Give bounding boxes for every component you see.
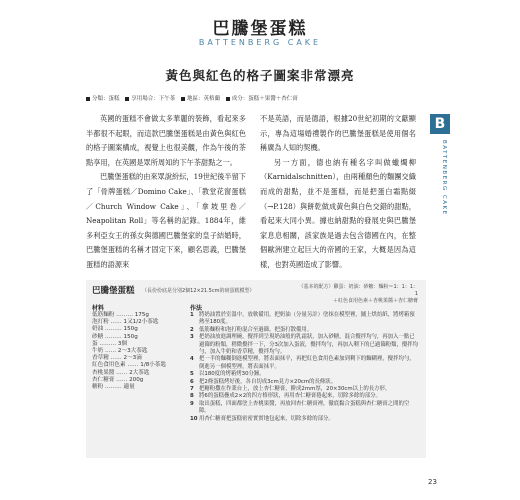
step-item: 1 將奶油置於室溫中，放軟備用，把奶油（分量另計）塗抹在模型裡，鋪上烘焙紙，將烤箱預熱至180度。 bbox=[190, 312, 415, 326]
step-item: 5 以180度的烤箱烤30分鐘。 bbox=[190, 371, 265, 378]
ingredient-item: 蛋 ……… 3個 bbox=[92, 340, 128, 347]
headline: 黃色與紅色的格子圖案非常漂亮 bbox=[165, 68, 355, 83]
steps-heading: 作法 bbox=[190, 305, 203, 312]
step-item: 6 把2條蛋糕烤好後，各自切成3cm見方×20cm的長條狀。 bbox=[190, 378, 337, 385]
ingredient-item: 牛奶 …… 2～3大茶匙 bbox=[92, 348, 148, 355]
section-tab: B bbox=[430, 114, 450, 134]
paragraph: 巴騰堡蛋糕的由來眾說紛紜，19世紀後半留下了「骨牌蛋糕／Domino Cake」、「教堂花窗蛋糕／Church Window Cake」、「拿坡里卷／Neapolitan Roll」等名稱的記錄。1884年，維多利亞女王的孫女與德國巴騰堡家的皇子結婚時，巴騰堡蛋糕的名稱才固定下來，顧名思義，巴騰堡蛋糕的語源來 bbox=[86, 172, 246, 269]
bullet-square-icon bbox=[86, 97, 90, 101]
ingredient-item: 杏仁糖膏 …… 200g bbox=[92, 376, 144, 383]
ingredient-item: 杏桃果醬 …… 2大茶匙 bbox=[92, 369, 150, 376]
step-item: 8 將6的蛋糕疊成2×2的四方格形狀，再用杏仁糖膏捲起來，切除多餘的部分。 bbox=[190, 393, 381, 400]
step-item: 7 把糖粉撒在作業台上，放上杏仁糖膏，擀成2mm厚，20×30cm以上的長方形。 bbox=[190, 386, 391, 393]
ingredient-item: 砂糖 ……… 150g bbox=[92, 333, 138, 340]
step-item: 10 用杏仁糖膏把蛋糕密密實實地包起來，切除多餘的部分。 bbox=[190, 415, 334, 422]
bullet-square-icon bbox=[125, 97, 129, 101]
page-subtitle: BATTENBERG CAKE bbox=[198, 38, 322, 47]
bullet-square-icon bbox=[226, 97, 230, 101]
paragraph: 英國的蛋糕不會做太多華麗的裝飾，看起來多半都很不起眼，而這款巴騰堡蛋糕是由黃色與紅色的格子圖案構成，視覺上也很美觀，作為午後的茶點享用，在英國是眾所周知的下午茶甜點之一。 bbox=[86, 114, 246, 167]
recipe-ratio: （基本的配方）雞蛋：奶油：砂糖：麵粉＝1：1：1：1 ＋紅色食用色素＋杏桃果醬＋杏仁糖膏 bbox=[298, 284, 418, 304]
page-title: 巴騰堡蛋糕 bbox=[212, 19, 308, 39]
ingredient-item: 糖粉 ……… 適量 bbox=[92, 384, 135, 391]
ingredient-item: 香草精 …… 2～3滴 bbox=[92, 355, 142, 362]
step-item: 3 把奶油放進調理碗，攪拌到呈現奶油般的乳霜狀，加入砂糖，混合攪拌均勻，再加入一點已過篩的粉類，稍微攪拌一下，分3次加入蛋液，攪拌均勻，再加入剩下的已過篩粉類，攪拌均勻，加入牛奶和香草精，攪拌均勻。 bbox=[190, 334, 419, 356]
info-item: 地區：英格蘭 bbox=[181, 96, 220, 102]
ingredient-item: 奶油 ……… 150g bbox=[92, 326, 138, 333]
ingredients-heading: 材料 bbox=[92, 305, 105, 312]
paragraph: 不是英語，而是德語，根據20世紀初期的文獻顯示，專為這場婚禮製作的巴騰堡蛋糕是使用個名稱廣為人知的契機。 bbox=[260, 114, 416, 153]
paragraph: 另一方面，德也納有種名字叫做蠟燭柳（Karnidalschnitten），由兩種顏色的麵團交織而成的甜點，並不是蛋糕，而是把蛋白霜點綴（→P.128）與餅乾做成黃色與白色交錯的甜點，看起來大同小異。據也納甜點的發展史與巴騰堡家息息相關，該家族是過去包含德國在內，在整個歐洲建立起巨大的帝國的王家，大概是因為這樣，也對英國造成了影響。 bbox=[260, 157, 416, 269]
recipe-title: 巴騰堡蛋糕 bbox=[92, 286, 135, 296]
steps-list bbox=[190, 312, 420, 423]
ingredients-list bbox=[92, 312, 182, 391]
step-item: 2 低筋麵粉和泡打粉混合至過篩，把蛋打散備用。 bbox=[190, 326, 313, 333]
step-item: 9 取出蛋糕，四面都塗上杏桃果醬，再放回杏仁糖膏裡，徹底黏合蛋糕與杏仁糖膏之間的空隙。 bbox=[190, 400, 410, 415]
recipe-note: （長份份底是分別2個12×21.5cm的磅蛋糕模型） bbox=[142, 288, 255, 294]
info-item: 享用場合：下午茶 bbox=[125, 96, 175, 102]
info-item: 分類：蛋糕 bbox=[86, 96, 120, 102]
body-column-right bbox=[260, 112, 416, 273]
section-label: BATTENBERG CAKE bbox=[441, 140, 447, 216]
ingredient-item: 低筋麵粉 ……… 175g bbox=[92, 312, 149, 318]
info-bar bbox=[86, 94, 406, 102]
ingredient-item: 泡打粉 …… 1又1/2小茶匙 bbox=[92, 319, 159, 326]
step-item: 4 把一半的麵糊倒進模型裡，將表面抹平，再把紅色食用色素加到剩下的麵糊裡，攪拌均勻，倒進另一個模型裡，將表面抹平。 bbox=[190, 356, 415, 370]
body-column-left bbox=[86, 112, 246, 273]
ingredient-item: 紅色食用色素 …… 1/8小茶匙 bbox=[92, 362, 167, 369]
page-number: 23 bbox=[428, 478, 437, 486]
info-item: 成分：蛋糕＋果醬＋杏仁膏 bbox=[226, 96, 298, 102]
bullet-square-icon bbox=[181, 97, 185, 101]
recipe-box bbox=[86, 280, 426, 458]
